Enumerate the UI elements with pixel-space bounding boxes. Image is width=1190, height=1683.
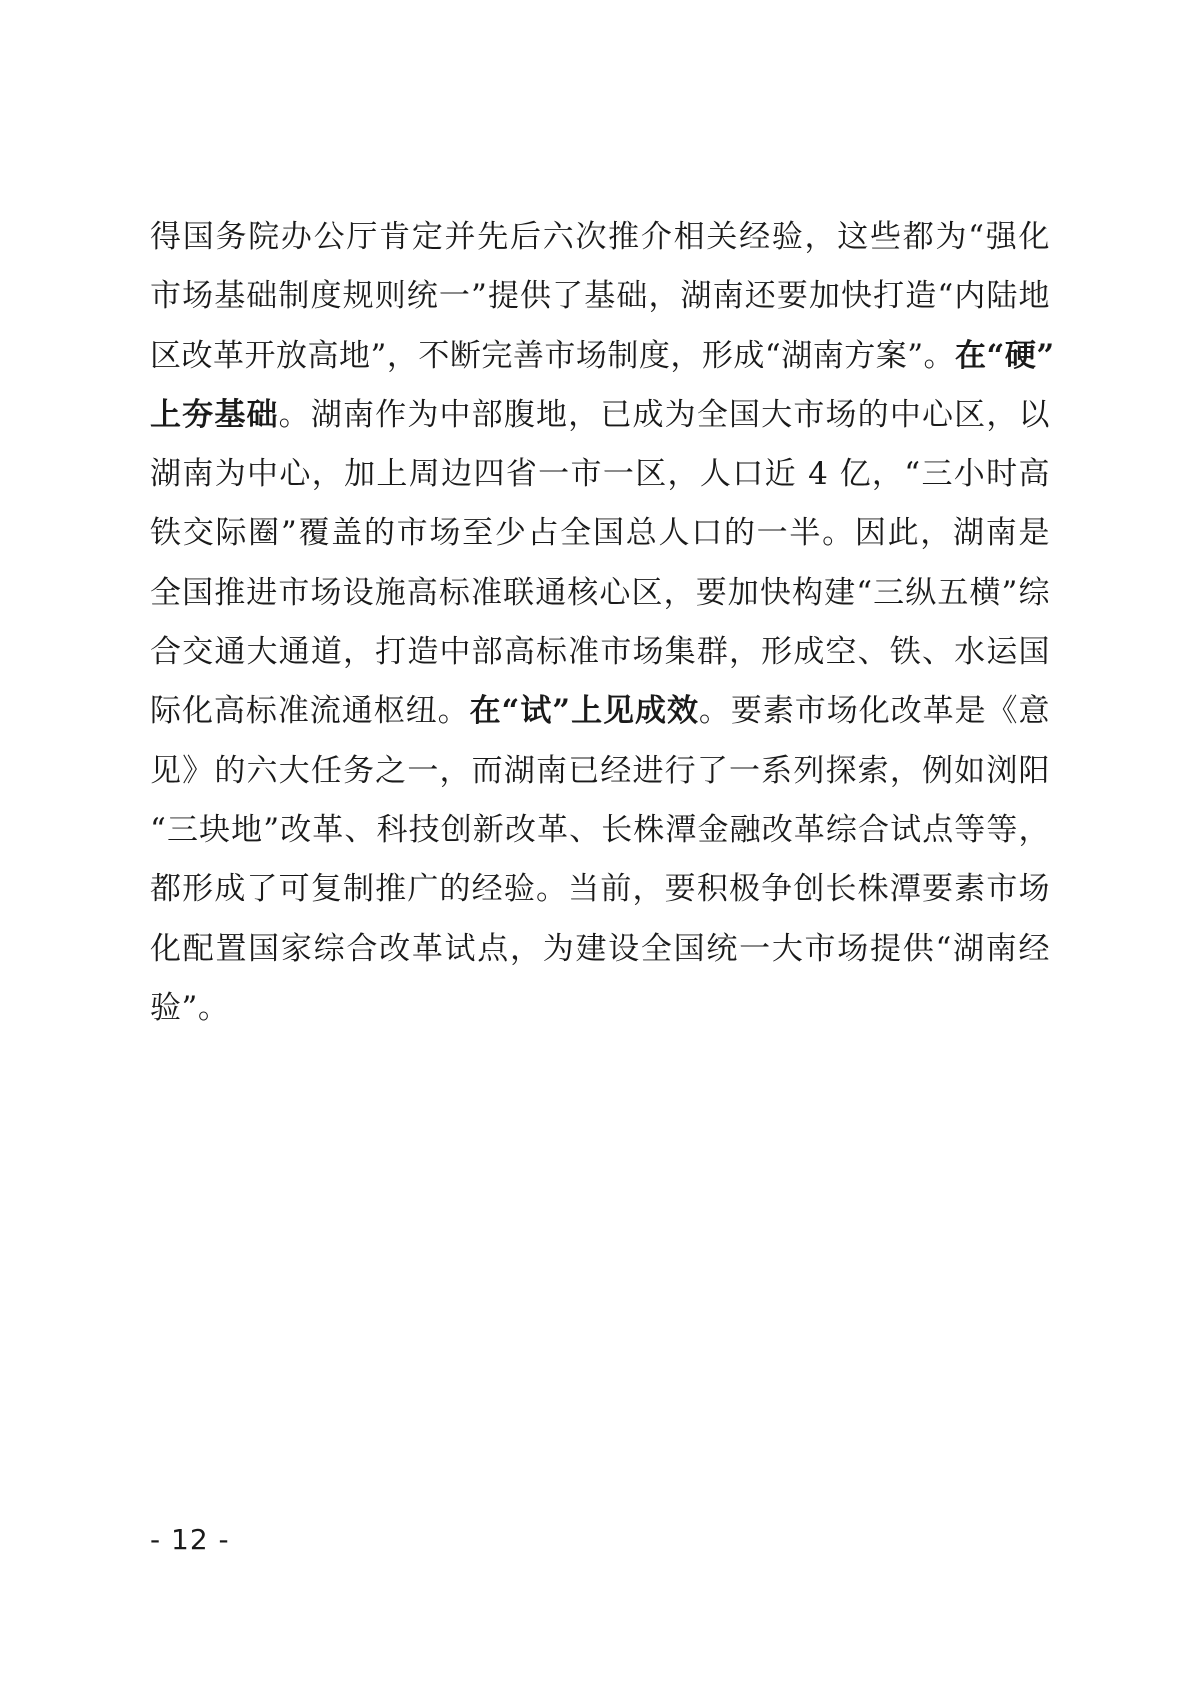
text-run: 。要素市场化改革是《意 [698, 693, 1051, 730]
text-line [150, 979, 1050, 1038]
text-run: 全国推进市场设施高标准联通核心区，要加快构建“三纵五横”综 [150, 574, 1050, 611]
text-run: 区改革开放高地”，不断完善市场制度，形成“湖南方案”。 [150, 337, 956, 374]
text-line [150, 208, 1050, 267]
body-paragraph [150, 208, 1055, 1038]
text-line [150, 327, 1055, 386]
text-run: 合交通大通道，打造中部高标准市场集群，形成空、铁、水运国 [150, 634, 1050, 671]
text-run: 都形成了可复制推广的经验。当前，要积极争创长株潭要素市场 [150, 871, 1050, 908]
text-run: 验”。 [150, 989, 230, 1026]
text-line [150, 267, 1050, 326]
text-line [150, 386, 1050, 445]
bold-heading-run: 上夯基础 [150, 396, 279, 433]
bold-heading-run: 在“试”上见成效 [469, 693, 699, 730]
text-run: 际化高标准流通枢纽。 [150, 693, 470, 730]
text-line [150, 682, 1050, 741]
text-run: 化配置国家综合改革试点，为建设全国统一大市场提供“湖南经 [150, 930, 1050, 967]
text-run: 得国务院办公厅肯定并先后六次推介相关经验，这些都为“强化 [150, 219, 1050, 255]
bold-heading-run: 在“硬” [955, 337, 1055, 374]
text-line [150, 504, 1050, 563]
text-run: 市场基础制度规则统一”提供了基础，湖南还要加快打造“内陆地 [150, 278, 1050, 315]
text-run: “三块地”改革、科技创新改革、长株潭金融改革综合试点等等， [150, 811, 1050, 848]
text-run: 铁交际圈”覆盖的市场至少占全国总人口的一半。因此，湖南是 [150, 515, 1050, 552]
text-line [150, 445, 1050, 504]
text-line [150, 860, 1050, 919]
page-number: - 12 - [150, 1523, 230, 1556]
text-line [150, 801, 1050, 860]
text-run: 湖南为中心，加上周边四省一市一区，人口近 4 亿，“三小时高 [150, 456, 1050, 493]
text-run: 。湖南作为中部腹地，已成为全国大市场的中心区，以 [278, 396, 1051, 433]
text-line [150, 920, 1050, 979]
text-line [150, 623, 1050, 682]
text-line [150, 742, 1050, 801]
text-run: 见》的六大任务之一，而湖南已经进行了一系列探索，例如浏阳 [150, 752, 1050, 789]
text-line [150, 564, 1050, 623]
